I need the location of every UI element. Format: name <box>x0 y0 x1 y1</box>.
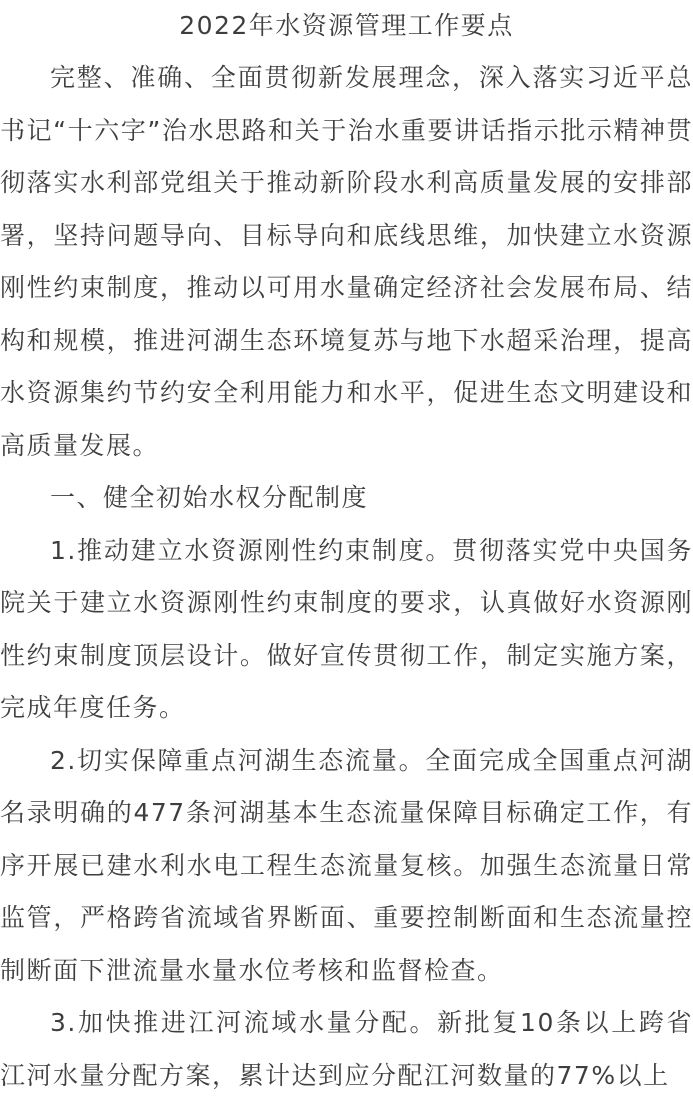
list-item: 3.加快推进江河流域水量分配。新批复10条以上跨省江河水量分配方案，累计达到应分配江河数量的77%以上 <box>0 1008 693 1090</box>
section-heading: 一、健全初始水权分配制度 <box>50 483 369 512</box>
document-title: 2022年水资源管理工作要点 <box>179 11 514 40</box>
list-item: 1.推动建立水资源刚性约束制度。贯彻落实党中央国务院关于建立水资源刚性约束制度的要求，认真做好水资源刚性约束制度顶层设计。做好宣传贯彻工作，制定实施方案，完成年度任务。 <box>0 535 693 722</box>
list-item: 2.切实保障重点河湖生态流量。全面完成全国重点河湖名录明确的477条河湖基本生态流量保障目标确定工作，有序开展已建水利水电工程生态流量复核。加强生态流量日常监管，严格跨省流域省界断面、重要控制断面和生态流量控制断面下泄流量水量水位考核和监督检查。 <box>0 745 693 985</box>
intro-paragraph: 完整、准确、全面贯彻新发展理念，深入落实习近平总书记“十六字”治水思路和关于治水重要讲话指示批示精神贯彻落实水利部党组关于推动新阶段水利高质量发展的安排部署，坚持问题导向、目标导向和底线思维，加快建立水资源刚性约束制度，推动以可用水量确定经济社会发展布局、结构和规模，推进河湖生态环境复苏与地下水超采治理，提高水资源集约节约安全利用能力和水平，促进生态文明建设和高质量发展。 <box>0 63 693 460</box>
